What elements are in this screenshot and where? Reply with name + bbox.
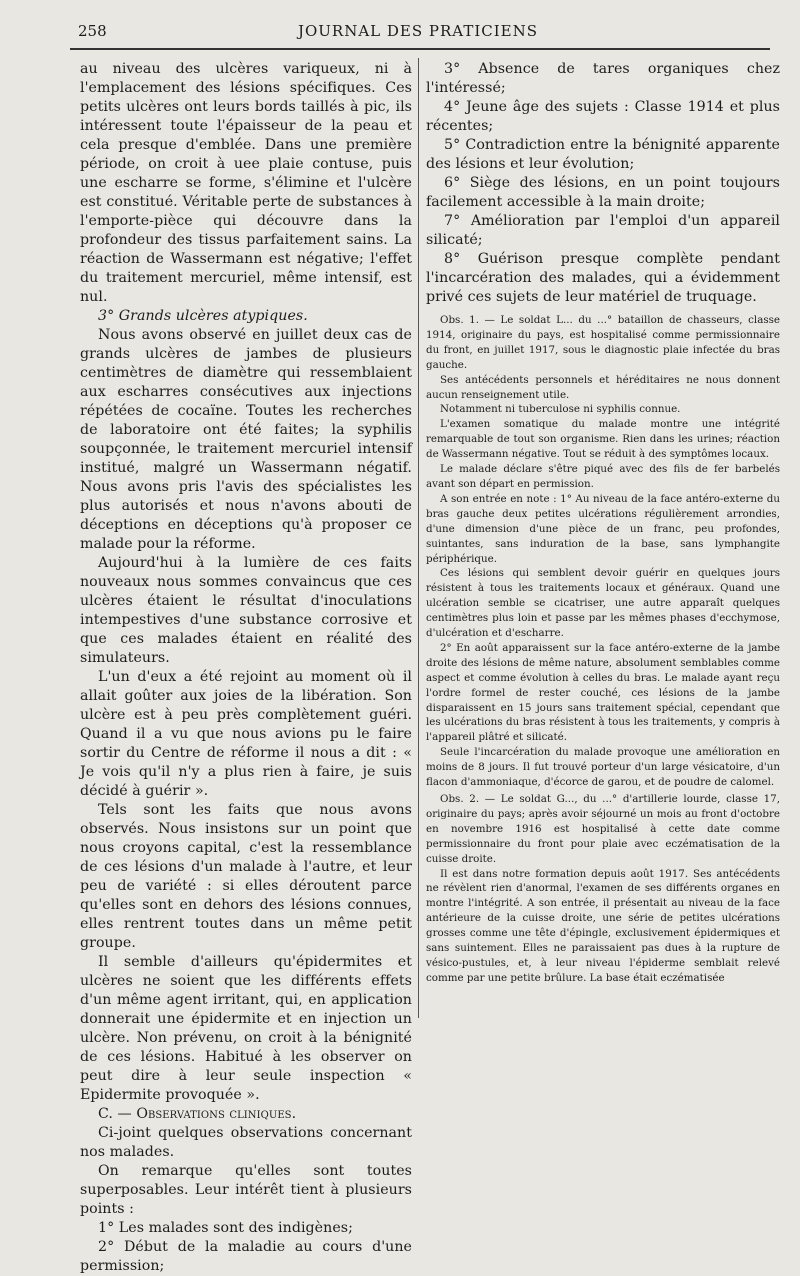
list-item: 8° Guérison presque complète pendant l'incarcération des malades, qui a évidemment privé ces sujets de leur matériel de truquage. <box>426 251 780 305</box>
list-item: 1° Les malades sont des indigènes; <box>98 1220 353 1236</box>
observation-paragraph: Ces lésions qui semblent devoir guérir en quelques jours résistent à tous les traitements locaux et généraux. Quand une ulcération semble se cicatriser, une autre apparaît quelques centimètres plus loin et passe par les mêmes phases d'ecchymose, d'ulcération et d'escharre. <box>426 567 780 640</box>
point-list <box>426 60 780 307</box>
list-item: 5° Contradiction entre la bénignité apparente des lésions et leur évolution; <box>426 137 780 172</box>
left-column <box>80 60 412 1276</box>
list-item: 2° Début de la maladie au cours d'une permission; <box>80 1239 412 1274</box>
paragraph: Il semble d'ailleurs qu'épidermites et ulcères ne soient que les différents effets d'un même agent irritant, qui, en application donnerait une épidermite et en injection un ulcère. Non prévenu, on croit à la bénignité de ces lésions. Habitué à les observer on peut dire à leur seule inspection « Epidermite provoquée ». <box>80 954 412 1103</box>
page-number: 258 <box>78 22 107 40</box>
paragraph: Tels sont les faits que nous avons observés. Nous insistons sur un point que nous croyons capital, c'est la ressemblance de ces lésions d'un malade à l'autre, et leur peu de variété : si elles déroutent parce qu'elles sont en dehors des lésions connues, elles rentrent toutes dans un même petit groupe. <box>80 802 412 951</box>
observation-paragraph: Obs. 1. — Le soldat L... du ...° bataillon de chasseurs, classe 1914, originaire du pays, est hospitalisé comme permissionnaire du front, en juillet 1917, sous le diagnostic plaie infectée du bras gauche. <box>426 314 780 371</box>
section-heading: 3° Grands ulcères atypiques. <box>98 308 308 324</box>
observation-paragraph: Notamment ni tuberculose ni syphilis connue. <box>440 403 681 416</box>
column-divider <box>418 58 419 1018</box>
list-item: 6° Siège des lésions, en un point toujours facilement accessible à la main droite; <box>426 175 780 210</box>
observation-paragraph: L'examen somatique du malade montre une intégrité remarquable de tout son organisme. Rien dans les urines; réaction de Wassermann négative. Tout se réduit à des symptômes locaux. <box>426 418 780 461</box>
list-item: 4° Jeune âge des sujets : Classe 1914 et plus récentes; <box>426 99 780 134</box>
header-rule <box>70 48 770 50</box>
page-header <box>68 22 768 46</box>
paragraph: Ci-joint quelques observations concernant nos malades. <box>80 1125 412 1160</box>
list-item: 7° Amélioration par l'emploi d'un appareil silicaté; <box>426 213 780 248</box>
section-heading: C. — Observations cliniques. <box>98 1106 297 1122</box>
observation-paragraph: 2° En août apparaissent sur la face antéro-externe de la jambe droite des lésions de même nature, absolument semblables comme aspect et comme évolution à celles du bras. Le malade ayant reçu l'ordre formel de rester couché, ces lésions de la jambe disparaissent en 15 jours sans traitement spécial, cependant que les ulcérations du bras résistent à tous les traitements, y compris à l'appareil plâtré et silicaté. <box>426 641 780 744</box>
observation-paragraph: Obs. 2. — Le soldat G..., du ...° d'artillerie lourde, classe 17, originaire du pays; après avoir séjourné un mois au front d'octobre en novembre 1916 est hospitalisé à cette date comme permissionnaire du front pour plaie avec eczématisation de la cuisse droite. <box>426 793 780 865</box>
observation-paragraph: Il est dans notre formation depuis août 1917. Ses antécédents ne révèlent rien d'anormal, l'examen de ses différents organes en montre l'intégrité. A son entrée, il présentait au niveau de la face antérieure de la cuisse droite, une série de petites ulcérations grosses comme une tête d'épingle, exclusivement épidermiques et sans suintement. Elles ne paraissaient pas dues à la rupture de vésico-pustules, et, à leur niveau l'épiderme semblait relevé comme par une petite brûlure. La base était eczématisée <box>426 867 780 984</box>
paragraph: Nous avons observé en juillet deux cas de grands ulcères de jambes de plusieurs centimètres de diamètre qui ressemblaient aux escharres consécutives aux injections répétées de cocaïne. Toutes les recherches de laboratoire ont été faites; la syphilis soupçonnée, le traitement mercuriel intensif institué, malgré un Wassermann négatif. Nous avons pris l'avis des spécialistes les plus autorisés et nous n'avons abouti de déceptions en déceptions qu'à proposer ce malade pour la réforme. <box>80 327 412 552</box>
list-item: 3° Absence de tares organiques chez l'intéressé; <box>426 61 780 96</box>
paragraph: On remarque qu'elles sont toutes superposables. Leur intérêt tient à plusieurs points : <box>80 1163 412 1217</box>
observation-paragraph: Seule l'incarcération du malade provoque une amélioration en moins de 8 jours. Il fut trouvé porteur d'un large vésicatoire, d'un flacon d'ammoniaque, d'écorce de garou, et de poudre de calomel. <box>426 746 780 789</box>
journal-title: JOURNAL DES PRATICIENS <box>297 22 539 40</box>
observation-paragraph: A son entrée en note : 1° Au niveau de la face antéro-externe du bras gauche deux petites ulcérations régulièrement arrondies, d'une dimension d'une pièce de un franc, peu profondes, suintantes, sans induration de la base, sans lymphangite périphérique. <box>426 492 780 565</box>
right-column <box>426 60 780 986</box>
observation-paragraph: Ses antécédents personnels et héréditaires ne nous donnent aucun renseignement utile. <box>426 373 780 401</box>
paragraph: Aujourd'hui à la lumière de ces faits nouveaux nous sommes convaincus que ces ulcères étaient le résultat d'inoculations intempestives d'une substance corrosive et que ces malades étaient en réalité des simulateurs. <box>80 555 412 666</box>
paragraph: L'un d'eux a été rejoint au moment où il allait goûter aux joies de la libération. Son ulcère est à peu près complètement guéri. Quand il a vu que nous avions pu le faire sortir du Centre de réforme il nous a dit : « Je vois qu'il n'y a plus rien à faire, je suis décidé à guérir ». <box>80 669 412 799</box>
observation-paragraph: Le malade déclare s'être piqué avec des fils de fer barbelés avant son départ en permission. <box>426 463 780 490</box>
paragraph: au niveau des ulcères variqueux, ni à l'emplacement des lésions spécifiques. Ces petits ulcères ont leurs bords taillés à pic, ils intéressent toute l'épaisseur de la peau et cela presque d'emblée. Dans une première période, on croit à uee plaie contuse, puis une escharre se forme, s'élimine et l'ulcère est constitué. Véritable perte de substances à l'emporte-pièce qui découvre dans la profondeur des tissus parfaitement sains. La réaction de Wassermann est négative; l'effet du traitement mercuriel, même intensif, est nul. <box>80 61 412 305</box>
observations <box>426 313 780 986</box>
